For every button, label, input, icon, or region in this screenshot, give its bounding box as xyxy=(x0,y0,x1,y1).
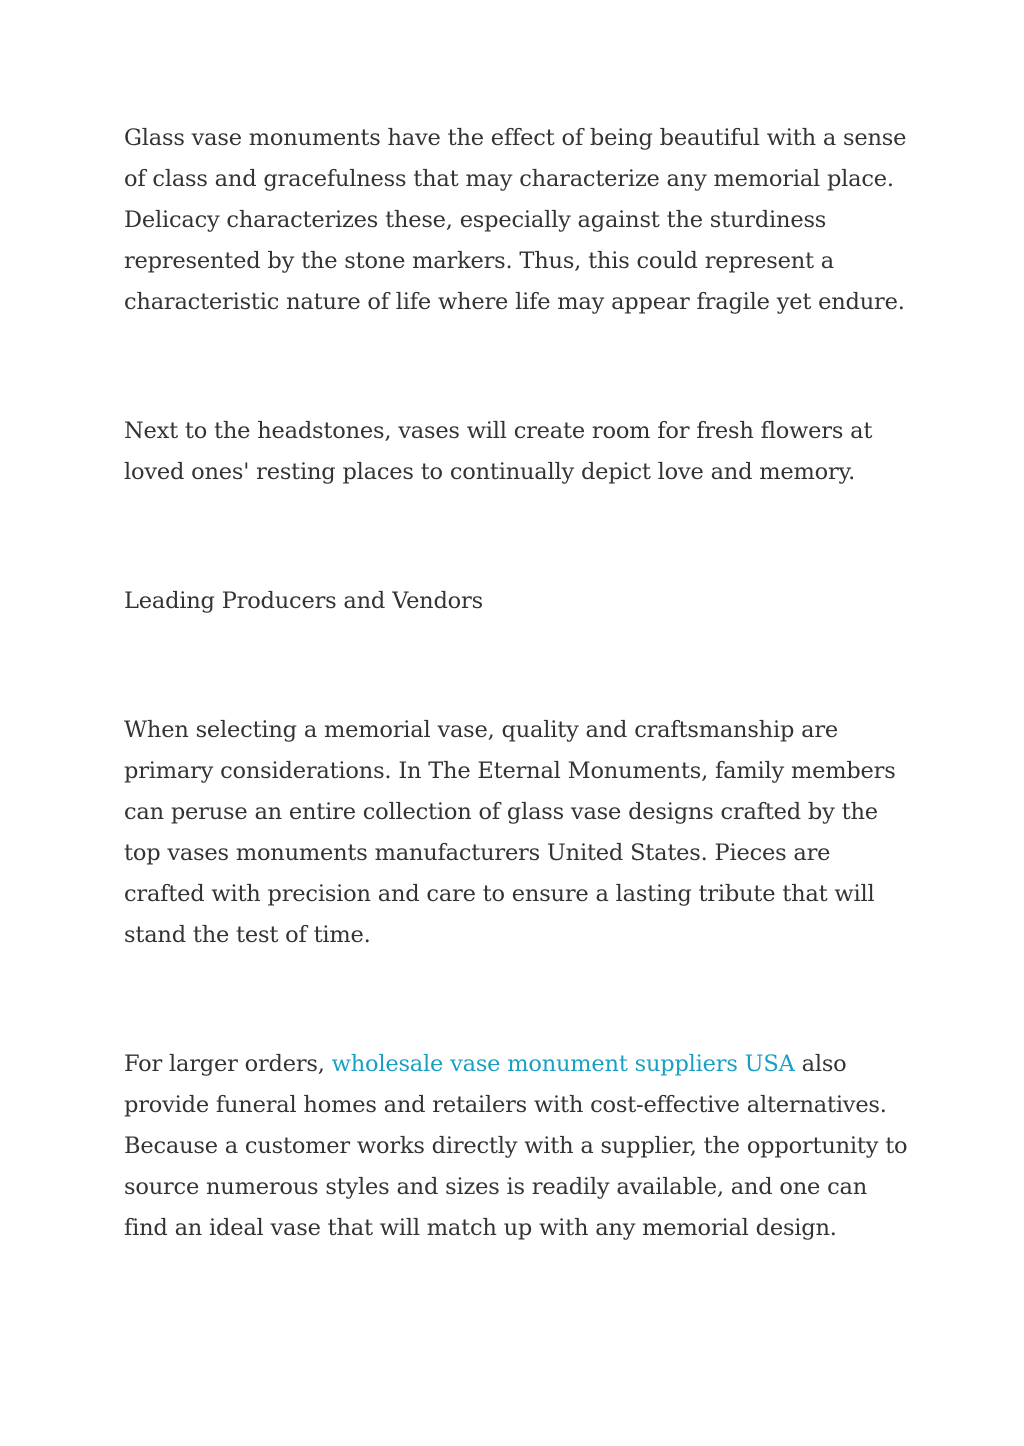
paragraph-wholesale xyxy=(124,1044,914,1249)
paragraph-quality: When selecting a memorial vase, quality and craftsmanship are primary considerations. In The Eternal Monuments, family members can peruse an entire collection of glass vase designs crafted by the top vases monuments manufacturers United States. Pieces are crafted with precision and care to ensure a lasting tribute that will stand the test of time. xyxy=(124,717,896,948)
wholesale-suppliers-link[interactable]: wholesale vase monument suppliers USA xyxy=(331,1051,795,1077)
paragraph-intro: Glass vase monuments have the effect of being beautiful with a sense of class and gracefulness that may characterize any memorial place. Delicacy characterizes these, especially against the sturdiness represented by the stone markers. Thus, this could represent a characteristic nature of life where life may appear fragile yet endure. xyxy=(124,125,907,315)
paragraph-headstones: Next to the headstones, vases will create room for fresh flowers at loved ones' resting places to continually depict love and memory. xyxy=(124,418,873,485)
paragraph-wholesale-before: For larger orders, xyxy=(124,1051,332,1077)
paragraph-wholesale-after: also provide funeral homes and retailers with cost-effective alternatives. Because a customer works directly with a supplier, the opportunity to source numerous styles and sizes is readily available, and one can find an ideal vase that will match up with any memorial design. xyxy=(124,1051,908,1241)
document-body xyxy=(124,118,914,1249)
section-heading: Leading Producers and Vendors xyxy=(124,588,483,614)
